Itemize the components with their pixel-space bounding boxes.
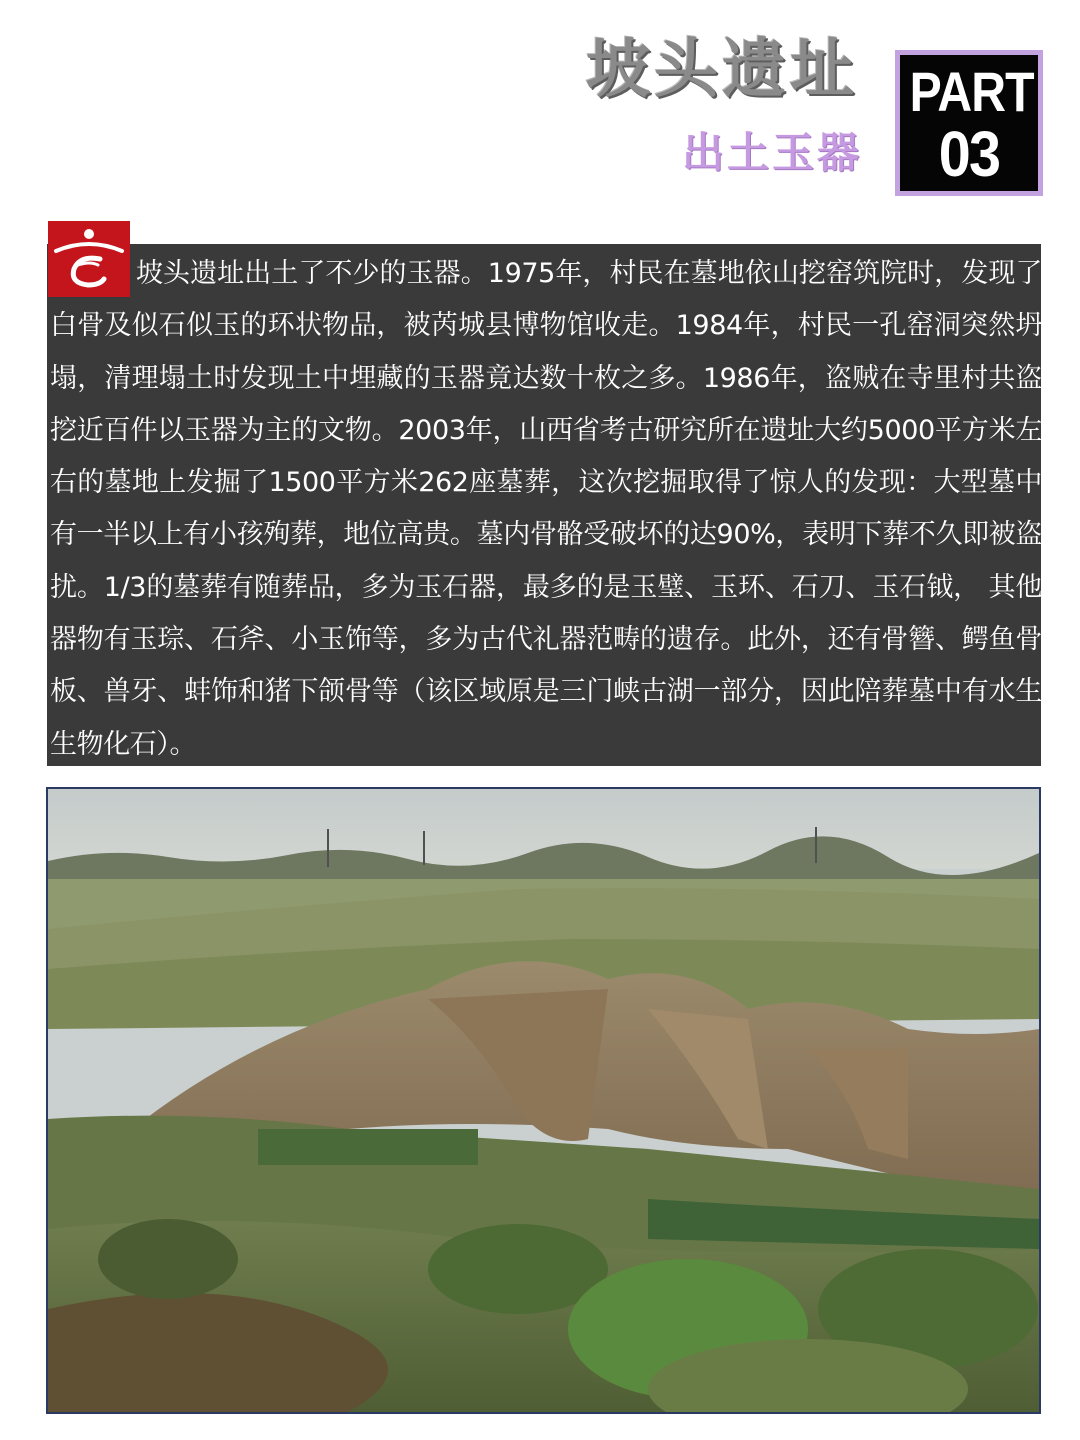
red-seal-logo-icon	[48, 221, 130, 297]
article-body: 坡头遗址出土了不少的玉器。1975年，村民在墓地依山挖窑筑院时，发现了白骨及似石似玉的环状物品，被芮城县博物馆收走。1984年，村民一孔窑洞突然坍塌，清理塌土时发现土中埋藏的玉器竟达数十枚之多。1986年，盗贼在寺里村共盗挖近百件以玉器为主的文物。2003年，山西省考古研究所在遗址大约5000平方米左右的墓地上发掘了1500平方米262座墓葬，这次挖掘取得了惊人的发现：大型墓中有一半以上有小孩殉葬，地位高贵。墓内骨骼受破坏的达90%，表明下葬不久即被盗扰。1/3的墓葬有随葬品，多为玉石器，最多的是玉璧、玉环、石刀、玉石钺， 其他器物有玉琮、石斧、小玉饰等，多为古代礼器范畴的遗存。此外，还有骨簪、鳄鱼骨板、兽牙、蚌饰和猪下颌骨等（该区域原是三门峡古湖一部分，因此陪葬墓中有水生生物化石）。	[50, 258, 1042, 760]
page-title: 坡头遗址	[586, 32, 858, 107]
page-subtitle: 出土玉器	[681, 128, 862, 177]
part-number: 03	[938, 118, 1000, 190]
landscape-photo	[46, 787, 1041, 1414]
part-badge	[895, 50, 1043, 196]
logo-graphic	[48, 221, 130, 297]
loess-terrace-landscape-photo	[48, 789, 1039, 1412]
part-label: PART	[909, 60, 1034, 123]
